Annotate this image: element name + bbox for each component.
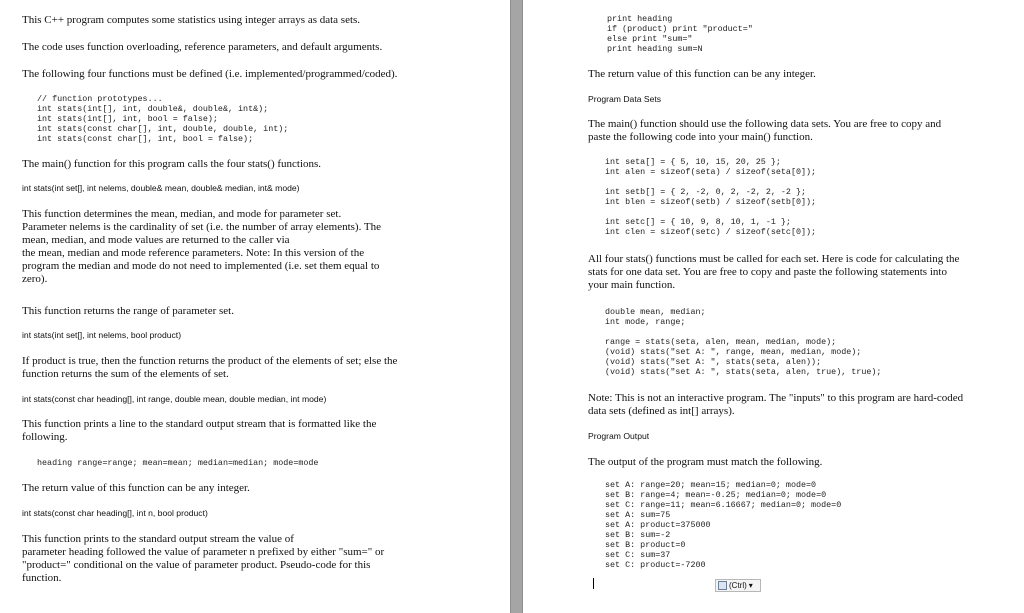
product-description: If product is true, then the function returns the product of the elements of set; else the function returns the sum of the elements of set. <box>22 355 398 380</box>
seta-code: int seta[] = { 5, 10, 15, 20, 25 }; int alen = sizeof(seta) / sizeof(seta[0]); <box>605 157 817 177</box>
paste-options-button[interactable] <box>715 579 761 592</box>
sum-product-description: This function prints to the standard output stream the value of parameter heading followed the value of parameter n prefixed by either "sum=" or "product=" conditional on the value of parameter product. Pseudo-code for this function. <box>22 533 385 584</box>
overloading-line: The code uses function overloading, reference parameters, and default arguments. <box>22 41 383 53</box>
setb-code: int setb[] = { 2, -2, 0, 2, -2, 2, -2 }; int blen = sizeof(setb) / sizeof(setb[0]); <box>605 187 817 207</box>
text-cursor <box>593 578 594 589</box>
expected-output-code: set A: range=20; mean=15; median=0; mode=0 set B: range=4; mean=-0.25; median=0; mode=0 set C: range=11; mean=6.16667; median=0; mode=0 set A: sum=75 set A: product=375000 set B: sum=-2 set B: product=0 set C: sum=37 set C: product=-7200 <box>605 480 842 570</box>
range-description: This function returns the range of parameter set. <box>22 305 234 317</box>
program-data-sets-heading: Program Data Sets <box>588 94 662 104</box>
stats-calls-code: range = stats(seta, alen, mean, median, mode); (void) stats("set A: ", range, mean, median, mode); (void) stats("set A: ", stats(seta, alen)); (void) stats("set A: ", stats(seta, alen, true), true); <box>605 337 882 377</box>
print-format-description: This function prints a line to the standard output stream that is formatted like the following. <box>22 418 377 443</box>
signature-stats-product: int stats(int set[], int nelems, bool product) <box>22 330 182 340</box>
output-match-line: The output of the program must match the following. <box>588 456 823 468</box>
page-gutter <box>510 0 523 613</box>
data-sets-intro: The main() function should use the following data sets. You are free to copy and paste the following code into your main() function. <box>588 118 942 143</box>
signature-stats-heading-n: int stats(const char heading[], int n, bool product) <box>22 508 208 518</box>
clipboard-icon <box>718 581 727 590</box>
dropdown-arrow-icon: ▾ <box>748 581 753 590</box>
intro-line: This C++ program computes some statistics using integer arrays as data sets. <box>22 14 361 26</box>
signature-stats-heading-range: int stats(const char heading[], int range, double mean, double median, int mode) <box>22 394 327 404</box>
left-document-page <box>0 0 510 613</box>
return-value-line: The return value of this function can be any integer. <box>22 482 250 494</box>
prototypes-code: // function prototypes... int stats(int[], int, double&, double&, int&); int stats(int[], int, bool = false); int stats(const char[], int, double, double, int); int stats(const char[], int, bool = false); <box>37 94 289 144</box>
setc-code: int setc[] = { 10, 9, 8, 10, 1, -1 }; int clen = sizeof(setc) / sizeof(setc[0]); <box>605 217 817 237</box>
format-example-code: heading range=range; mean=mean; median=median; mode=mode <box>37 458 319 468</box>
signature-stats-mean-median-mode: int stats(int set[], int nelems, double& mean, double& median, int& mode) <box>22 183 300 193</box>
non-interactive-note: Note: This is not an interactive program. The "inputs" to this program are hard-coded data sets (defined as int[] arrays). <box>588 392 964 417</box>
program-output-heading: Program Output <box>588 431 650 441</box>
stats-description-paragraph: This function determines the mean, median, and mode for parameter set. Parameter nelems is the cardinality of set (i.e. the number of array elements). The mean, median, and mode values are returned to the caller via the mean, median and mode reference parameters. Note: In this version of the program the median and mode do not need to implemented (i.e. set them equal to zero). <box>22 208 381 285</box>
functions-intro: The following four functions must be defined (i.e. implemented/programmed/coded). <box>22 68 398 80</box>
stats-calls-intro: All four stats() functions must be called for each set. Here is code for calculating the stats for one data set. You are free to copy and paste the following statements into your main function. <box>588 253 960 291</box>
pseudo-code: print heading if (product) print "product=" else print "sum=" print heading sum=N <box>607 14 753 54</box>
paste-options-label: (Ctrl) <box>729 581 747 590</box>
right-document-page <box>523 0 1024 613</box>
main-calls-line: The main() function for this program calls the four stats() functions. <box>22 158 322 170</box>
declarations-code: double mean, median; int mode, range; <box>605 307 706 327</box>
return-value-line: The return value of this function can be any integer. <box>588 68 816 80</box>
